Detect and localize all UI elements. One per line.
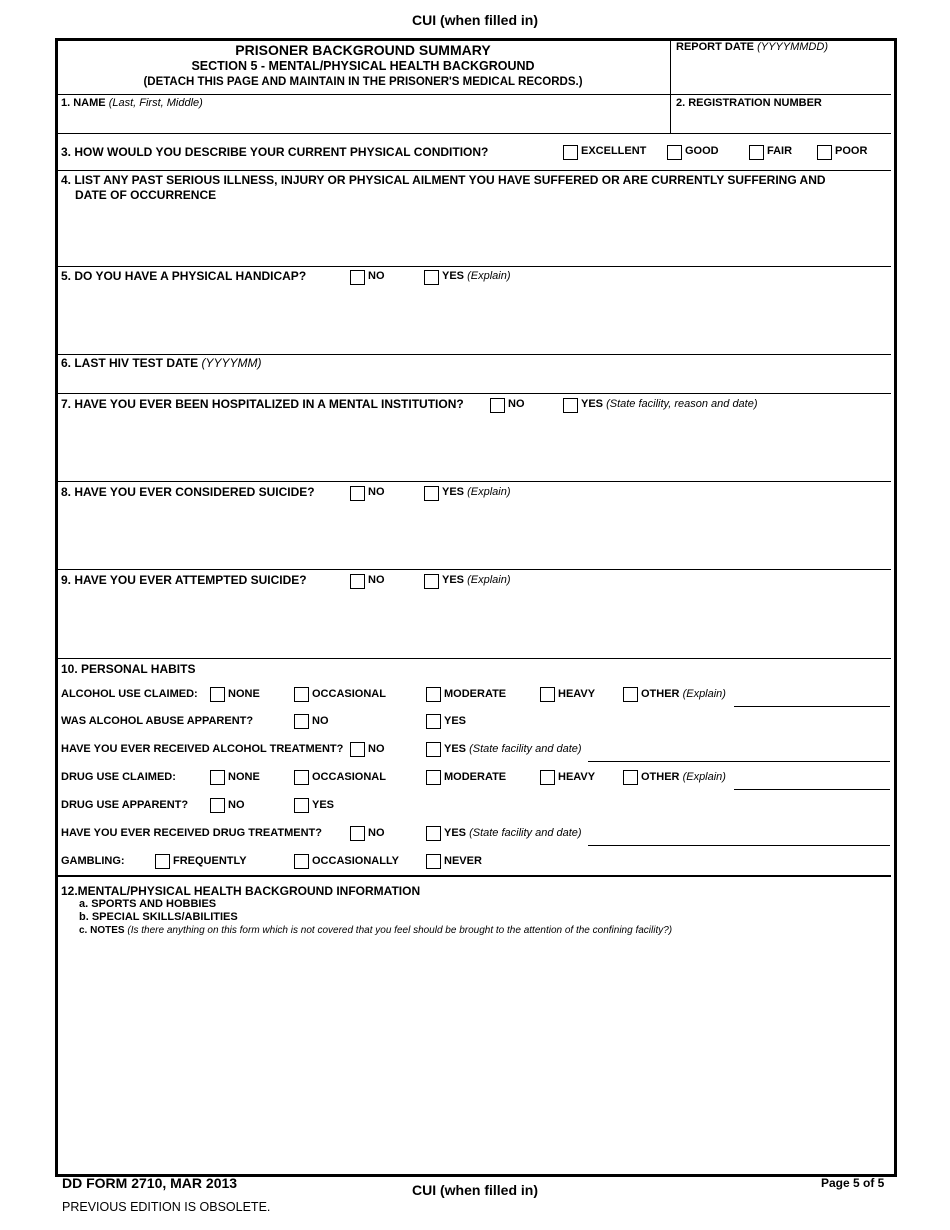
considered-suicide-yes-checkbox[interactable] (424, 486, 439, 501)
gambling-never-checkbox[interactable] (426, 854, 441, 869)
sports-hobbies-label: a. SPORTS AND HOBBIES (79, 898, 217, 910)
attempted-suicide-field[interactable] (61, 594, 886, 654)
divider (58, 266, 891, 267)
alcohol-abuse-label: WAS ALCOHOL ABUSE APPARENT? (61, 715, 254, 727)
alcohol-other-label: OTHER (Explain) (641, 688, 726, 700)
physical-condition-label: 3. HOW WOULD YOU DESCRIBE YOUR CURRENT PHYSICAL CONDITION? (61, 145, 489, 159)
past-illness-label: 4. LIST ANY PAST SERIOUS ILLNESS, INJURY OR PHYSICAL AILMENT YOU HAVE SUFFERED OR ARE CURRENTLY SUFFERING AND (61, 173, 826, 187)
name-label: 1. NAME (Last, First, Middle) (61, 97, 203, 109)
excellent-checkbox[interactable] (563, 145, 578, 160)
gambling-label: GAMBLING: (61, 855, 125, 867)
form-title: PRISONER BACKGROUND SUMMARY (235, 42, 491, 58)
considered-suicide-label: 8. HAVE YOU EVER CONSIDERED SUICIDE? (61, 485, 315, 499)
alcohol-use-label: ALCOHOL USE CLAIMED: (61, 688, 198, 700)
divider (58, 875, 891, 877)
drug-other-label: OTHER (Explain) (641, 771, 726, 783)
cui-marking-top: CUI (when filled in) (412, 12, 538, 28)
alcohol-abuse-yes-label: YES (444, 715, 467, 727)
alcohol-treatment-yes-checkbox[interactable] (426, 742, 441, 757)
health-background-field[interactable] (61, 942, 886, 1167)
alcohol-moderate-checkbox[interactable] (426, 687, 441, 702)
divider (58, 658, 891, 659)
form-number: DD FORM 2710, MAR 2013 (62, 1175, 238, 1191)
alcohol-other-checkbox[interactable] (623, 687, 638, 702)
drug-occasional-label: OCCASIONAL (312, 771, 386, 783)
divider (58, 569, 891, 570)
alcohol-treatment-no-checkbox[interactable] (350, 742, 365, 757)
considered-suicide-no-checkbox[interactable] (350, 486, 365, 501)
report-date-label: REPORT DATE (YYYYMMDD) (676, 41, 828, 53)
gambling-occasionally-checkbox[interactable] (294, 854, 309, 869)
mental-institution-yes-label: YES (State facility, reason and date) (581, 398, 758, 410)
drug-other-input[interactable] (734, 789, 890, 790)
cui-marking-bottom: CUI (when filled in) (412, 1182, 538, 1198)
alcohol-occasional-label: OCCASIONAL (312, 688, 386, 700)
gambling-frequently-checkbox[interactable] (155, 854, 170, 869)
handicap-label: 5. DO YOU HAVE A PHYSICAL HANDICAP? (61, 269, 307, 283)
alcohol-none-checkbox[interactable] (210, 687, 225, 702)
detach-note: (DETACH THIS PAGE AND MAINTAIN IN THE PRISONER'S MEDICAL RECORDS.) (143, 76, 583, 88)
considered-suicide-yes-label: YES (Explain) (442, 486, 511, 498)
drug-treatment-input[interactable] (588, 845, 890, 846)
notes-label: c. NOTES (Is there anything on this form which is not covered that you feel should be brought to the attention of the confining facility?) (79, 925, 673, 936)
page-number: Page 5 of 5 (821, 1176, 885, 1190)
attempted-suicide-no-checkbox[interactable] (350, 574, 365, 589)
alcohol-occasional-checkbox[interactable] (294, 687, 309, 702)
handicap-no-checkbox[interactable] (350, 270, 365, 285)
drug-apparent-label: DRUG USE APPARENT? (61, 799, 189, 811)
attempted-suicide-yes-label: YES (Explain) (442, 574, 511, 586)
alcohol-none-label: NONE (228, 688, 260, 700)
divider (58, 481, 891, 482)
alcohol-abuse-no-label: NO (312, 715, 329, 727)
alcohol-moderate-label: MODERATE (444, 688, 507, 700)
section-title: SECTION 5 - MENTAL/PHYSICAL HEALTH BACKGROUND (191, 59, 535, 73)
considered-suicide-no-label: NO (368, 486, 385, 498)
handicap-yes-checkbox[interactable] (424, 270, 439, 285)
mental-institution-field[interactable] (61, 418, 886, 478)
fair-checkbox[interactable] (749, 145, 764, 160)
divider (58, 393, 891, 394)
drug-heavy-label: HEAVY (558, 771, 596, 783)
mental-institution-label: 7. HAVE YOU EVER BEEN HOSPITALIZED IN A MENTAL INSTITUTION? (61, 397, 464, 411)
past-illness-label-cont: DATE OF OCCURRENCE (75, 188, 217, 202)
attempted-suicide-label: 9. HAVE YOU EVER ATTEMPTED SUICIDE? (61, 573, 307, 587)
report-date-field[interactable] (676, 56, 886, 92)
considered-suicide-field[interactable] (61, 506, 886, 566)
handicap-yes-label: YES (Explain) (442, 270, 511, 282)
name-field[interactable] (61, 111, 661, 131)
hiv-test-label: 6. LAST HIV TEST DATE (YYYYMM) (61, 356, 262, 370)
past-illness-field[interactable] (61, 205, 886, 263)
gambling-frequently-label: FREQUENTLY (173, 855, 247, 867)
attempted-suicide-no-label: NO (368, 574, 385, 586)
poor-checkbox[interactable] (817, 145, 832, 160)
drug-occasional-checkbox[interactable] (294, 770, 309, 785)
registration-number-field[interactable] (676, 111, 886, 131)
mental-institution-yes-checkbox[interactable] (563, 398, 578, 413)
alcohol-heavy-label: HEAVY (558, 688, 596, 700)
personal-habits-label: 10. PERSONAL HABITS (61, 662, 196, 676)
good-label: GOOD (685, 145, 719, 157)
excellent-label: EXCELLENT (581, 145, 647, 157)
divider (58, 170, 891, 171)
drug-treatment-label: HAVE YOU EVER RECEIVED DRUG TREATMENT? (61, 827, 322, 839)
drug-heavy-checkbox[interactable] (540, 770, 555, 785)
obsolete-note: PREVIOUS EDITION IS OBSOLETE. (62, 1200, 271, 1214)
mental-institution-no-label: NO (508, 398, 525, 410)
gambling-never-label: NEVER (444, 855, 482, 867)
attempted-suicide-yes-checkbox[interactable] (424, 574, 439, 589)
header-divider (670, 40, 671, 133)
drug-use-label: DRUG USE CLAIMED: (61, 771, 176, 783)
drug-treatment-yes-checkbox[interactable] (426, 826, 441, 841)
good-checkbox[interactable] (667, 145, 682, 160)
drug-apparent-no-label: NO (228, 799, 245, 811)
drug-apparent-yes-checkbox[interactable] (294, 798, 309, 813)
special-skills-label: b. SPECIAL SKILLS/ABILITIES (79, 911, 238, 923)
health-background-label: 12.MENTAL/PHYSICAL HEALTH BACKGROUND INFORMATION (61, 884, 421, 898)
alcohol-abuse-no-checkbox[interactable] (294, 714, 309, 729)
registration-number-label: 2. REGISTRATION NUMBER (676, 97, 822, 109)
divider (58, 354, 891, 355)
drug-moderate-label: MODERATE (444, 771, 507, 783)
divider (58, 94, 891, 95)
gambling-occasionally-label: OCCASIONALLY (312, 855, 399, 867)
drug-none-label: NONE (228, 771, 260, 783)
drug-treatment-no-checkbox[interactable] (350, 826, 365, 841)
handicap-no-label: NO (368, 270, 385, 282)
handicap-explain-field[interactable] (61, 290, 886, 350)
mental-institution-no-checkbox[interactable] (490, 398, 505, 413)
drug-moderate-checkbox[interactable] (426, 770, 441, 785)
poor-label: POOR (835, 145, 868, 157)
drug-apparent-no-checkbox[interactable] (210, 798, 225, 813)
drug-treatment-yes-label: YES (State facility and date) (444, 827, 582, 839)
alcohol-treatment-input[interactable] (588, 761, 890, 762)
alcohol-abuse-yes-checkbox[interactable] (426, 714, 441, 729)
divider (58, 133, 891, 134)
alcohol-other-input[interactable] (734, 706, 890, 707)
alcohol-treatment-no-label: NO (368, 743, 385, 755)
hiv-test-date-field[interactable] (61, 372, 886, 390)
drug-other-checkbox[interactable] (623, 770, 638, 785)
drug-apparent-yes-label: YES (312, 799, 335, 811)
alcohol-heavy-checkbox[interactable] (540, 687, 555, 702)
alcohol-treatment-label: HAVE YOU EVER RECEIVED ALCOHOL TREATMENT? (61, 743, 344, 755)
fair-label: FAIR (767, 145, 793, 157)
alcohol-treatment-yes-label: YES (State facility and date) (444, 743, 582, 755)
drug-treatment-no-label: NO (368, 827, 385, 839)
drug-none-checkbox[interactable] (210, 770, 225, 785)
